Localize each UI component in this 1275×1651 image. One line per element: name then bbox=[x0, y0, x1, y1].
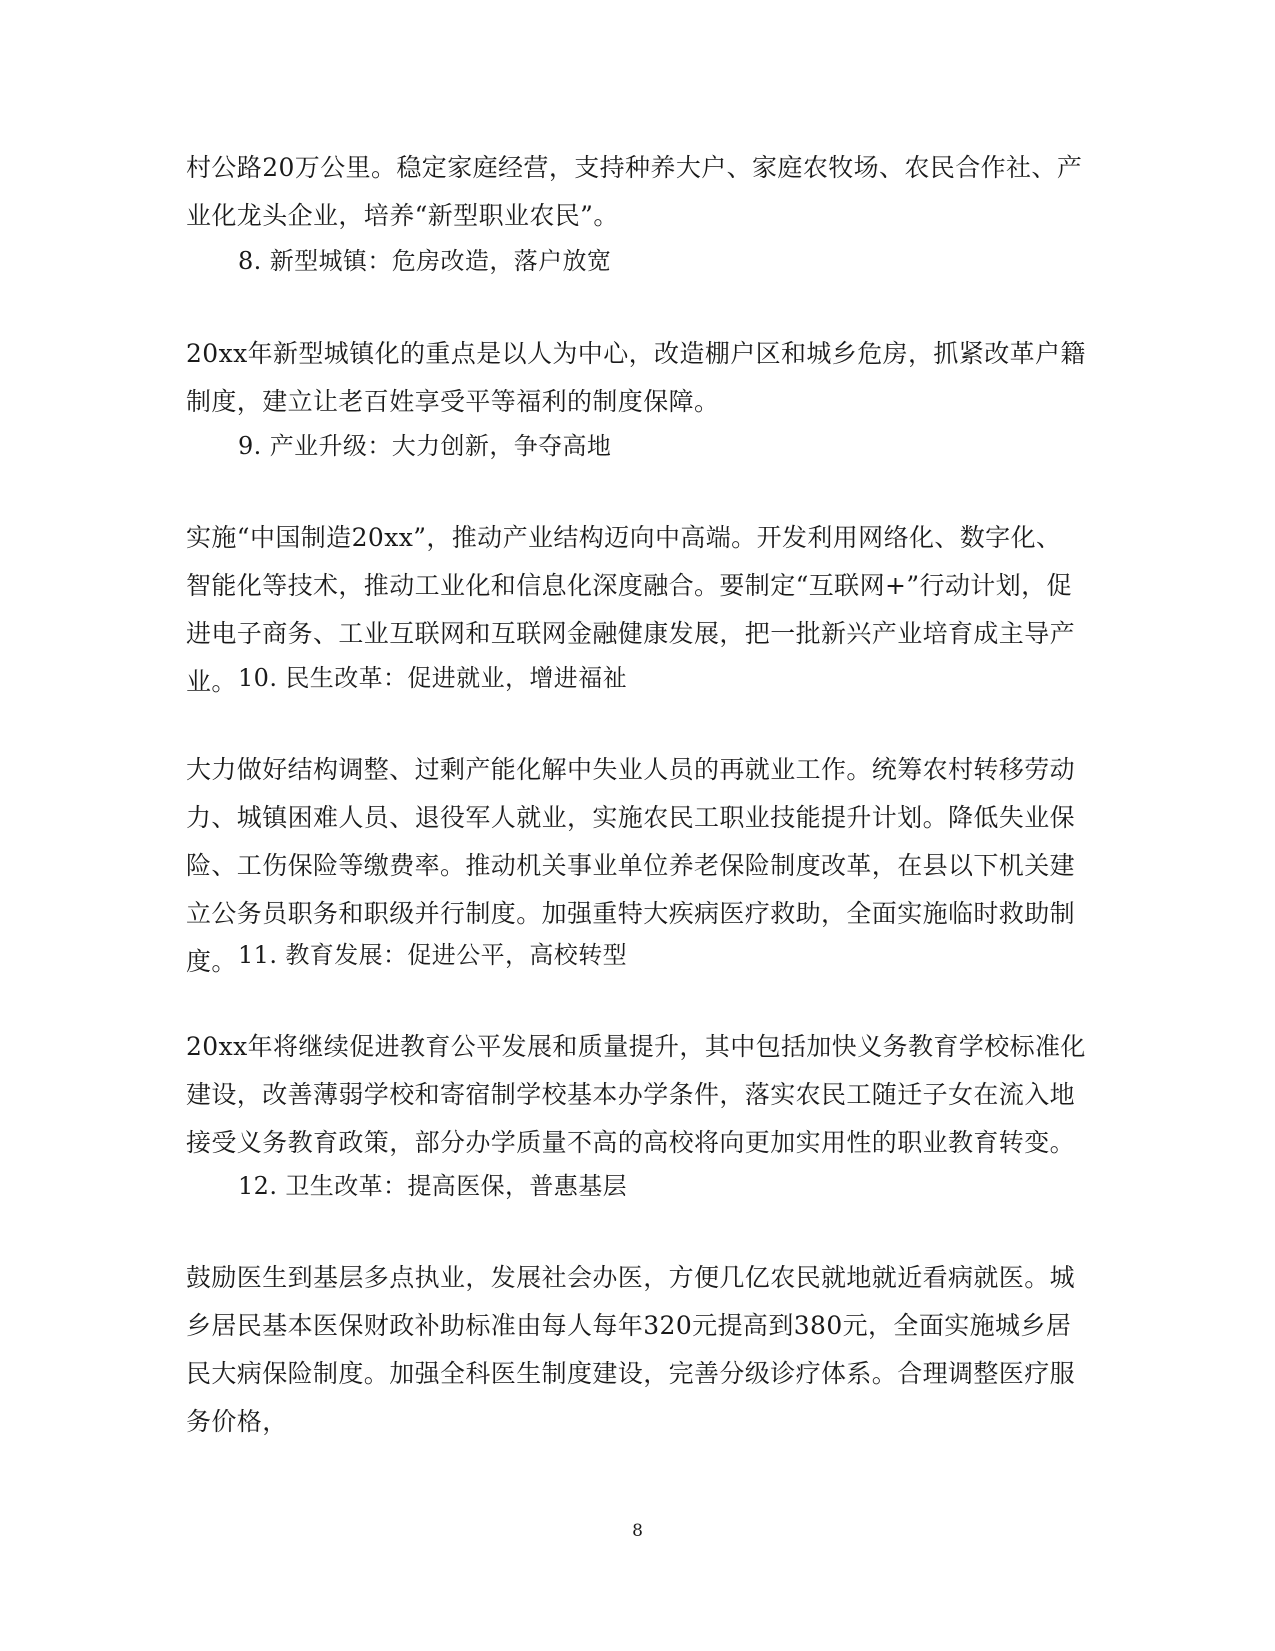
section-heading-9: 9. 产业升级：大力创新，争夺高地 bbox=[238, 432, 612, 460]
section-heading-11: 11. 教育发展：促进公平，高校转型 bbox=[238, 941, 627, 969]
paragraph-12: 鼓励医生到基层多点执业，发展社会办医，方便几亿农民就地就近看病就医。城乡居民基本医保财政补助标准由每人每年320元提高到380元，全面实施城乡居民大病保险制度。加强全科医生制度建设，完善分级诊疗体系。合理调整医疗服务价格， bbox=[186, 1263, 1076, 1436]
section-heading-12: 12. 卫生改革：提高医保，普惠基层 bbox=[238, 1172, 627, 1200]
paragraph-9: 实施“中国制造20xx”，推动产业结构迈向中高端。开发利用网络化、数字化、智能化等技术，推动工业化和信息化深度融合。要制定“互联网+”行动计划，促进电子商务、工业互联网和互联网金融健康发展，把一批新兴产业培育成主导产业。 bbox=[186, 523, 1076, 696]
paragraph-intro: 村公路20万公里。稳定家庭经营，支持种养大户、家庭农牧场、农民合作社、产业化龙头企业，培养“新型职业农民”。 bbox=[186, 153, 1083, 230]
paragraph-8: 20xx年新型城镇化的重点是以人为中心，改造棚户区和城乡危房，抓紧改革户籍制度，建立让老百姓享受平等福利的制度保障。 bbox=[186, 339, 1086, 416]
section-heading-10: 10. 民生改革：促进就业，增进福祉 bbox=[238, 664, 627, 692]
section-heading-8: 8. 新型城镇：危房改造，落户放宽 bbox=[238, 247, 612, 275]
paragraph-11: 20xx年将继续促进教育公平发展和质量提升，其中包括加快义务教育学校标准化建设，改善薄弱学校和寄宿制学校基本办学条件，落实农民工随迁子女在流入地接受义务教育政策，部分办学质量不高的高校将向更加实用性的职业教育转变。 bbox=[186, 1032, 1086, 1157]
paragraph-10: 大力做好结构调整、过剩产能化解中失业人员的再就业工作。统筹农村转移劳动力、城镇困难人员、退役军人就业，实施农民工职业技能提升计划。降低失业保险、工伤保险等缴费率。推动机关事业单位养老保险制度改革，在县以下机关建立公务员职务和职级并行制度。加强重特大疾病医疗救助，全面实施临时救助制度。 bbox=[186, 755, 1076, 976]
page-number: 8 bbox=[632, 1521, 643, 1541]
